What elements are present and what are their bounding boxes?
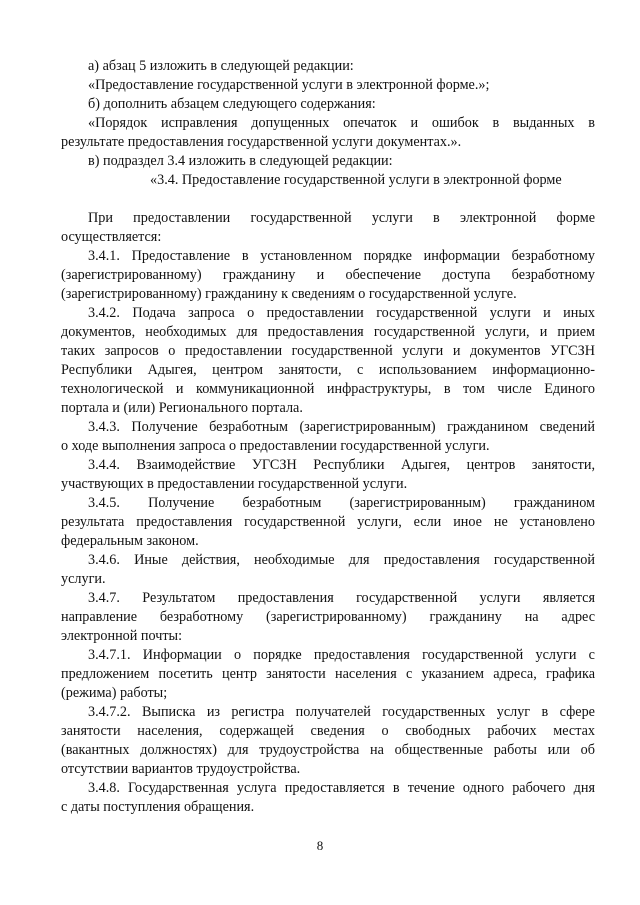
text-line: При предоставлении государственной услуги в электронной форме <box>88 210 595 226</box>
text-line: результата предоставления государственной услуги, если иное не установлено <box>61 514 595 530</box>
text-line: отсутствии вариантов трудоустройства. <box>61 761 301 777</box>
text-line: таких запросов о предоставлении государственной услуги и документов УГСЗН <box>61 343 595 359</box>
text-line: «Предоставление государственной услуги в электронной форме.»; <box>88 77 490 93</box>
text-line: услуги. <box>61 571 106 587</box>
text-line: электронной почты: <box>61 628 183 644</box>
page-number: 8 <box>316 838 324 853</box>
text-line: а) абзац 5 изложить в следующей редакции: <box>88 58 354 74</box>
text-line: «Порядок исправления допущенных опечаток и ошибок в выданных в <box>88 115 595 131</box>
text-line: о ходе выполнения запроса о предоставлении государственной услуги. <box>61 438 490 454</box>
section-heading: «3.4. Предоставление государственной услуги в электронной форме <box>150 172 562 188</box>
text-line: с даты поступления обращения. <box>61 799 255 815</box>
text-line: 3.4.2. Подача запроса о предоставлении государственной услуги и иных <box>88 305 595 321</box>
text-line: (вакантных должностях) для трудоустройства на общественные работы или об <box>61 742 595 758</box>
text-line: портала и (или) Регионального портала. <box>61 400 303 416</box>
text-line: (зарегистрированному) гражданину и обеспечение доступа безработному <box>61 267 595 283</box>
text-line: 3.4.5. Получение безработным (зарегистрированным) гражданином <box>88 495 595 511</box>
text-line: 3.4.8. Государственная услуга предоставляется в течение одного рабочего дня <box>88 780 595 796</box>
text-line: 3.4.7.1. Информации о порядке предоставления государственной услуги с <box>88 647 595 663</box>
text-line: б) дополнить абзацем следующего содержания: <box>88 96 376 112</box>
text-line: направление безработному (зарегистрированному) гражданину на адрес <box>61 609 595 625</box>
text-line: 3.4.1. Предоставление в установленном порядке информации безработному <box>88 248 595 264</box>
text-line: в) подраздел 3.4 изложить в следующей редакции: <box>88 153 393 169</box>
text-line: участвующих в предоставлении государственной услуги. <box>61 476 408 492</box>
text-line: (зарегистрированному) гражданину к сведениям о государственной услуге. <box>61 286 517 302</box>
text-line: (режима) работы; <box>61 685 168 701</box>
text-line: занятости населения, содержащей сведения о свободных рабочих местах <box>61 723 595 739</box>
text-line: 3.4.7.2. Выписка из регистра получателей государственных услуг в сфере <box>88 704 595 720</box>
text-line: 3.4.7. Результатом предоставления государственной услуги является <box>88 590 595 606</box>
text-line: 3.4.6. Иные действия, необходимые для предоставления государственной <box>88 552 595 568</box>
text-line: федеральным законом. <box>61 533 199 549</box>
document-body <box>61 57 595 817</box>
text-line: документов, необходимых для предоставления государственной услуги, и прием <box>61 324 595 340</box>
text-line: 3.4.4. Взаимодействие УГСЗН Республики Адыгея, центров занятости, <box>88 457 595 473</box>
text-line: результате предоставления государственной услуги документах.». <box>61 134 462 150</box>
text-line: 3.4.3. Получение безработным (зарегистрированным) гражданином сведений <box>88 419 595 435</box>
spacer <box>88 190 595 209</box>
text-line: осуществляется: <box>61 229 162 245</box>
text-line: технологической и коммуникационной инфраструктуры, в том числе Единого <box>61 381 595 397</box>
text-line: предложением посетить центр занятости населения с указанием адреса, графика <box>61 666 595 682</box>
text-line: Республики Адыгея, центром занятости, с использованием информационно- <box>61 362 595 378</box>
